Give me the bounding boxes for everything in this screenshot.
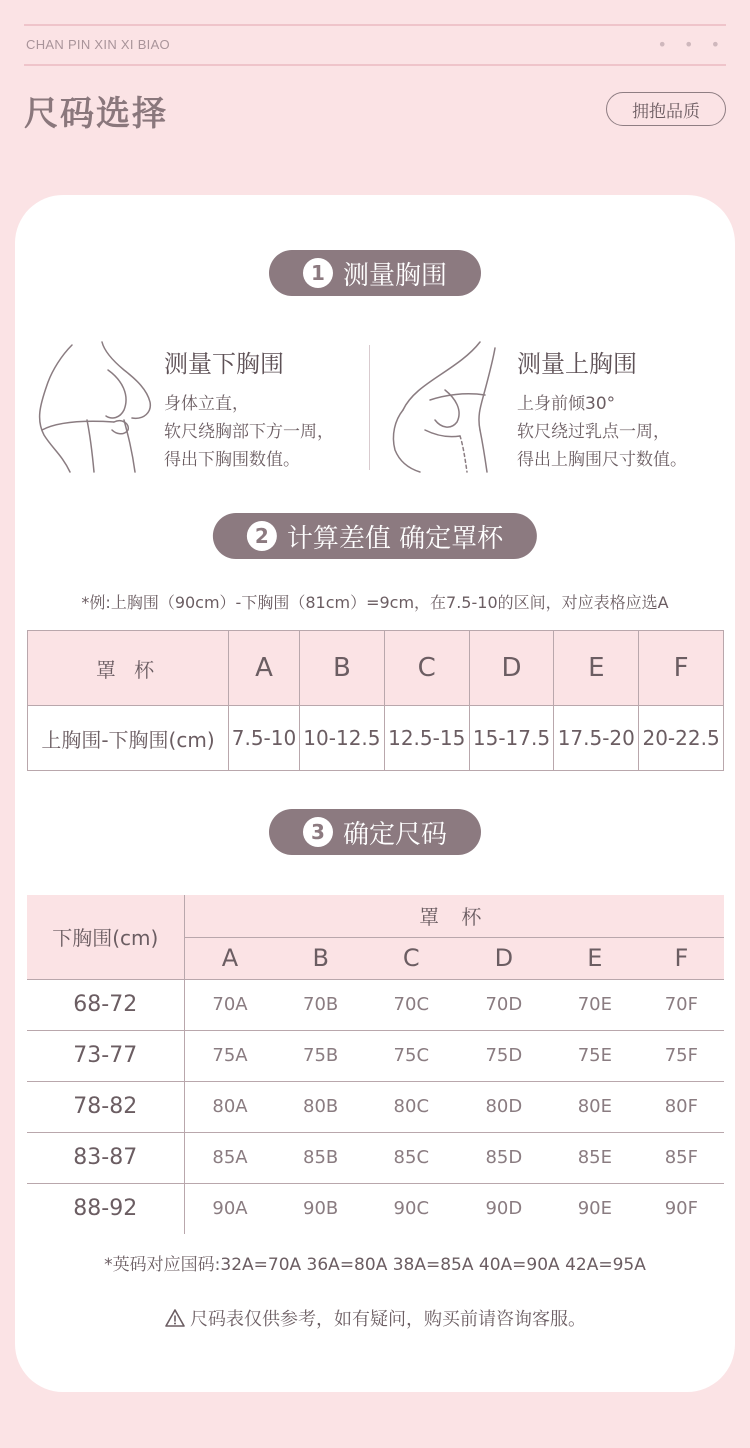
difference-range: 10-12.5 (300, 706, 385, 771)
example-note: *例:上胸围（90cm）-下胸围（81cm）=9cm，在7.5-10的区间，对应表格应选A (81, 593, 669, 612)
band-range: 78-82 (27, 1081, 184, 1132)
cup-letter: C (384, 631, 469, 706)
size-cell: 90D (457, 1183, 551, 1234)
step1-pill (269, 250, 481, 296)
cup-letter: B (300, 631, 385, 706)
band-range: 88-92 (27, 1183, 184, 1234)
cup-header-row (28, 631, 724, 706)
size-cell: 80C (366, 1081, 457, 1132)
band-header: 下胸围(cm) (27, 895, 184, 979)
cup-difference-table (27, 630, 724, 771)
size-cup-letter: D (457, 937, 551, 979)
underbust-title: 测量下胸围 (164, 350, 284, 378)
cup-letter: F (639, 631, 724, 706)
size-cell: 75E (551, 1030, 639, 1081)
step1-label: 测量胸围 (342, 260, 448, 291)
size-cell: 90A (184, 1183, 276, 1234)
header-kicker: CHAN PIN XIN XI BIAO (26, 37, 170, 52)
difference-range: 17.5-20 (554, 706, 639, 771)
cup-letter: E (554, 631, 639, 706)
size-cell: 75A (184, 1030, 276, 1081)
size-cell: 70C (366, 979, 457, 1030)
size-row (27, 979, 724, 1030)
measure-underbust (32, 340, 372, 480)
page-title: 尺码选择 (24, 94, 168, 134)
size-cell: 75C (366, 1030, 457, 1081)
size-cell: 75F (639, 1030, 724, 1081)
disclaimer (0, 1305, 750, 1331)
size-cell: 80A (184, 1081, 276, 1132)
size-cell: 90E (551, 1183, 639, 1234)
size-cup-letter: E (551, 937, 639, 979)
more-dots-icon: • • • (657, 35, 726, 54)
difference-row (28, 706, 724, 771)
size-cell: 90C (366, 1183, 457, 1234)
difference-label: 上胸围-下胸围(cm) (28, 706, 229, 771)
warning-icon (164, 1308, 186, 1328)
size-cup-letter: C (366, 937, 457, 979)
size-cell: 85A (184, 1132, 276, 1183)
size-table (27, 895, 724, 1234)
quality-button[interactable]: 拥抱品质 (606, 92, 726, 126)
size-cell: 85F (639, 1132, 724, 1183)
size-cell: 85D (457, 1132, 551, 1183)
step3-number: 3 (303, 817, 333, 847)
size-cell: 75D (457, 1030, 551, 1081)
disclaimer-text: 尺码表仅供参考，如有疑问，购买前请咨询客服。 (190, 1309, 586, 1330)
overbust-figure-icon (385, 340, 510, 475)
header-divider (24, 64, 726, 66)
size-cell: 70E (551, 979, 639, 1030)
size-cell: 85C (366, 1132, 457, 1183)
difference-range: 20-22.5 (639, 706, 724, 771)
band-range: 73-77 (27, 1030, 184, 1081)
cup-letter: A (229, 631, 300, 706)
difference-range: 12.5-15 (384, 706, 469, 771)
top-divider (24, 24, 726, 26)
step3-label: 确定尺码 (342, 819, 448, 850)
band-range: 83-87 (27, 1132, 184, 1183)
size-cell: 90F (639, 1183, 724, 1234)
size-cell: 80B (276, 1081, 366, 1132)
cup-header-label: 罩 杯 (28, 631, 229, 706)
size-cell: 85B (276, 1132, 366, 1183)
cup-letter: D (469, 631, 554, 706)
size-cell: 90B (276, 1183, 366, 1234)
size-cell: 70F (639, 979, 724, 1030)
size-cell: 70B (276, 979, 366, 1030)
step1-number: 1 (303, 258, 333, 288)
size-cell: 80F (639, 1081, 724, 1132)
size-cup-letter: A (184, 937, 276, 979)
step2-label: 计算差值 确定罩杯 (286, 523, 504, 554)
measure-divider (369, 345, 370, 470)
underbust-instructions: 身体立直， 软尺绕胸部下方一周， 得出下胸围数值。 (164, 394, 334, 470)
size-row (27, 1030, 724, 1081)
size-row (27, 1183, 724, 1234)
overbust-title: 测量上胸围 (517, 350, 637, 378)
size-cell: 85E (551, 1132, 639, 1183)
size-cup-letter: B (276, 937, 366, 979)
size-cell: 80E (551, 1081, 639, 1132)
size-cell: 70D (457, 979, 551, 1030)
measure-overbust (385, 340, 725, 480)
size-cell: 70A (184, 979, 276, 1030)
conversion-note: *英码对应国码:32A=70A 36A=80A 38A=85A 40A=90A 42A=95A (104, 1255, 646, 1275)
difference-range: 15-17.5 (469, 706, 554, 771)
size-cup-letter: F (639, 937, 724, 979)
overbust-instructions: 上身前倾30° 软尺绕过乳点一周， 得出上胸围尺寸数值。 (517, 394, 687, 470)
step3-pill (269, 809, 481, 855)
step2-pill (213, 513, 537, 559)
size-row (27, 1132, 724, 1183)
size-cup-header: 罩 杯 (184, 895, 724, 937)
size-row (27, 1081, 724, 1132)
band-range: 68-72 (27, 979, 184, 1030)
underbust-figure-icon (32, 340, 157, 475)
difference-range: 7.5-10 (229, 706, 300, 771)
size-cell: 80D (457, 1081, 551, 1132)
size-cell: 75B (276, 1030, 366, 1081)
step2-number: 2 (247, 521, 277, 551)
size-header-row (27, 895, 724, 937)
